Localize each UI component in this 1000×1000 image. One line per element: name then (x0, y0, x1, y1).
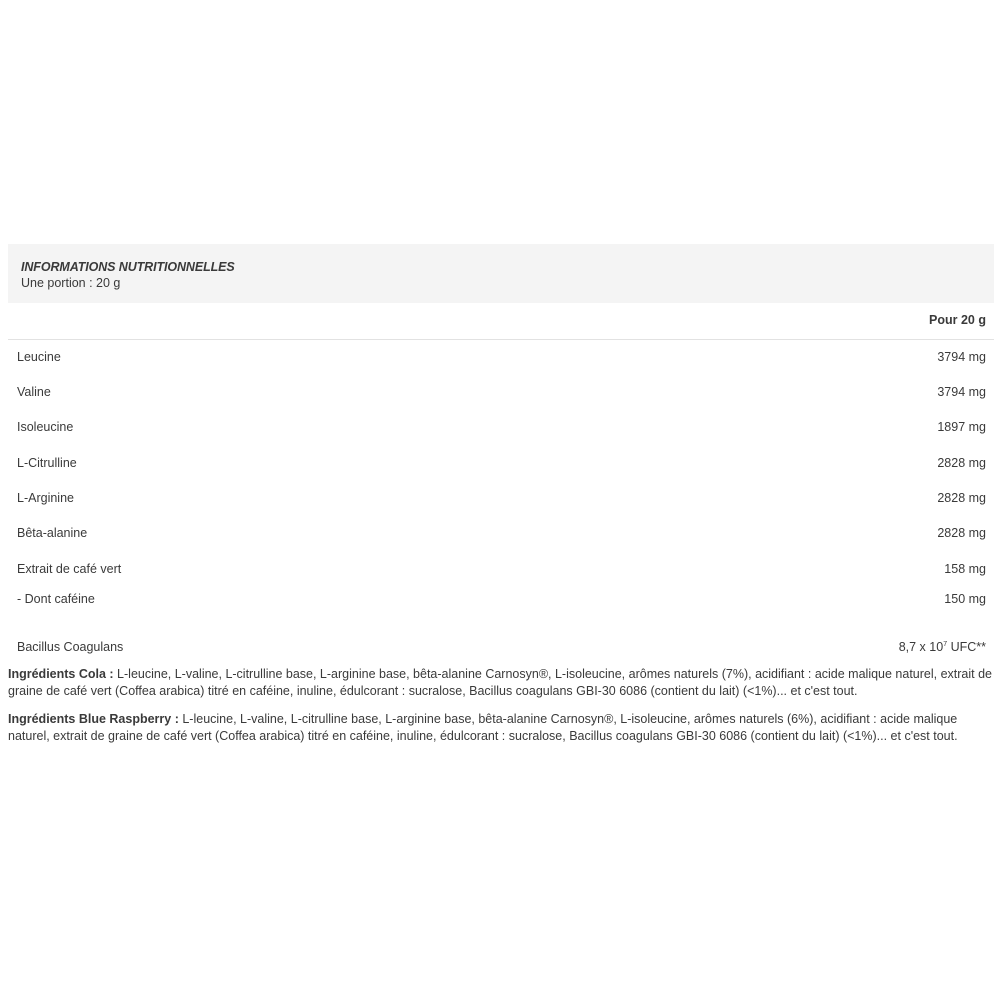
table-row (8, 420, 994, 440)
nutrient-value: 2828 mg (937, 456, 986, 470)
nutrient-name: L-Citrulline (17, 456, 77, 470)
table-row (8, 640, 994, 660)
ingredients-cola-text: L-leucine, L-valine, L-citrulline base, L-arginine base, bêta-alanine Carnosyn®, L-isoleucine, arômes naturels (7%), acidifiant : acide malique naturel, extrait de graine de café vert (Coffea arabica) titré en caféine, inuline, édulcorant : sucralose, Bacillus coagulans GBI-30 6086 (contient du lait) (<1%)... et c'est tout. (8, 667, 993, 698)
value-base: 8,7 x 10 (898, 640, 944, 654)
value-unit: UFC** (947, 640, 986, 654)
nutrient-name: Extrait de café vert (17, 562, 122, 576)
value-exponent: 7 (943, 640, 948, 648)
nutrient-name: Isoleucine (17, 420, 74, 434)
nutrient-value: 2828 mg (937, 491, 986, 505)
nutrient-value: 158 mg (944, 562, 986, 576)
nutrition-title: INFORMATIONS NUTRITIONNELLES (21, 260, 235, 274)
ingredients-blue-raspberry (8, 711, 992, 745)
nutrition-header (8, 244, 994, 303)
table-row (8, 526, 994, 546)
nutrient-name: - Dont caféine (17, 592, 95, 606)
nutrient-value: 3794 mg (937, 385, 986, 399)
table-row (8, 592, 994, 612)
table-row (8, 491, 994, 511)
ingredients-section (8, 666, 992, 756)
nutrient-name: L-Arginine (17, 491, 74, 505)
nutrient-name: Bêta-alanine (17, 526, 88, 540)
ingredients-cola (8, 666, 992, 700)
nutrient-value: 3794 mg (937, 350, 986, 364)
nutrition-table (8, 244, 994, 660)
table-row (8, 350, 994, 370)
ingredients-cola-label: Ingrédients Cola : (8, 667, 114, 681)
nutrient-value: 1897 mg (937, 420, 986, 434)
nutrient-name: Bacillus Coagulans (17, 640, 124, 654)
column-header-per-serving: Pour 20 g (929, 313, 986, 327)
nutrition-rows (8, 340, 994, 660)
ingredients-blue-raspberry-label: Ingrédients Blue Raspberry : (8, 712, 179, 726)
nutrient-name: Valine (17, 385, 51, 399)
nutrient-value: 2828 mg (937, 526, 986, 540)
nutrient-value: 150 mg (944, 592, 986, 606)
ingredients-blue-raspberry-text: L-leucine, L-valine, L-citrulline base, L-arginine base, bêta-alanine Carnosyn®, L-isoleucine, arômes naturels (6%), acidifiant : acide malique naturel, extrait de graine de café vert (Coffea arabica) titré en caféine, inuline, édulcorant : sucralose, Bacillus coagulans GBI-30 6086 (contient du lait) (<1%)... et c'est tout. (8, 712, 958, 743)
nutrient-value (899, 640, 986, 654)
table-row (8, 456, 994, 476)
column-header-row (8, 303, 994, 340)
table-row (8, 385, 994, 405)
table-row (8, 562, 994, 582)
serving-size: Une portion : 20 g (21, 276, 121, 290)
nutrient-name: Leucine (17, 350, 61, 364)
